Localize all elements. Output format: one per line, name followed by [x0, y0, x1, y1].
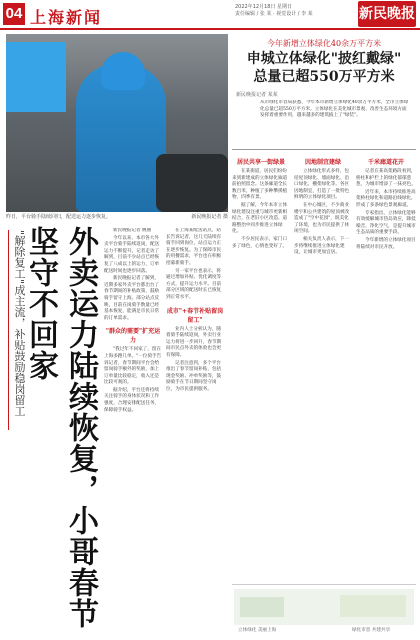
paragraph: 在某街道，居民们纷纷来到新建成的立体绿化廊道前拍照留念。这条廊道全长数百米，种植了多种攀援植物，四季有景。 — [232, 169, 288, 201]
story-byline: 新民晚报记者 姚丽 — [113, 228, 152, 233]
paragraph: 相关负责人表示，下一步将继续推进立体绿化建设，让城市更加宜居。 — [294, 236, 349, 256]
ad-area — [232, 584, 416, 634]
issue-info — [235, 4, 355, 18]
paragraph: 记者在某高架路段看到，桥柱和护栏上的绿化郁郁葱葱，为城市增添了一抹亮色。 — [356, 169, 416, 188]
story-column-1 — [104, 228, 162, 636]
divider — [232, 149, 416, 150]
photo-credit: 新民晚报记者 摄 — [191, 214, 228, 220]
ad-caption-left: 立体绿化 美丽上海 — [238, 628, 277, 633]
courier-helmet — [101, 52, 145, 90]
right-headline-line-1: 申城立体绿化"披红戴绿" — [246, 51, 402, 67]
scooter — [156, 154, 228, 212]
masthead — [0, 0, 420, 30]
ad-caption-right: 绿化市容 共建共享 — [352, 628, 391, 633]
paragraph: "我过年不回家了，留在上海多跑几单。"一位骑手告诉记者，春节期间平台会给留岗骑手额外的奖励，加上订单量比较稳定，收入还是比较可观的。 — [104, 347, 162, 386]
paragraph: 据了解，今年本市立体绿化建设注重与城市更新相结合，在老旧小区改造、道路整治中同步推进立体绿化。 — [232, 202, 288, 235]
right-column-2 — [294, 153, 352, 581]
paragraph: 新民晚报记者了解到，近期多家外卖平台都出台了春节期间的补贴政策，鼓励骑手留守上海。部分站点反映，目前在岗骑手数量已经基本恢复，能满足市民日常的订单需求。 — [104, 276, 160, 321]
paragraph: 专家指出，立体绿化能够有效缓解城市热岛效应，降低噪音，净化空气，是提升城市生态品质的重要手段。 — [356, 210, 416, 236]
paragraph: 今年新增的立体绿化项目将陆续对市民开放。 — [356, 237, 416, 250]
story-subtitle: "解除复工"成主流，补贴鼓励稳岗留工 — [8, 230, 30, 430]
paragraph: 在中心城区，不少商业楼宇和公共建筑的屋顶被改造成了"空中花园"，既美化了环境，也为市民提供了休闲空间。 — [294, 202, 350, 235]
ad-image-right — [340, 595, 406, 617]
story-headline: 外卖运力陆续恢复，小哥春节坚守不回家 — [23, 226, 98, 629]
section-heading: "群众的需要"扩充运力 — [105, 328, 161, 345]
issue-date: 2022年12月18日 星期日 — [235, 4, 293, 10]
right-headline — [232, 50, 416, 86]
paragraph: 立体绿化形式多样，包括屋顶绿化、墙面绿化、沿口绿化、棚架绿化等。各区因地制宜，打造了一批特色鲜明的立体绿化项目。 — [294, 169, 350, 201]
section-heading: 居民共享一街绿景 — [236, 159, 285, 166]
caption-text: 昨日，平台骑手陆续回归，配送运力逐步恢复。 — [6, 214, 112, 220]
right-byline: 新民晚报记者 某某 — [236, 92, 278, 98]
section-heading: 千米廊道花开 — [367, 159, 404, 166]
paragraph: 今年以来，本市各大外卖平台骑手陆续返岗，配送运力不断提升。记者走访了解到，目前不少站点已经恢复了八成以上的运力，订单配送时间也逐步回落。 — [104, 235, 160, 274]
paragraph: 近年来，本市持续推进高架桥柱绿化和道路沿线绿化，形成了多条绿色景观廊道。 — [356, 189, 416, 208]
newspaper-logo: 新民晚报 — [358, 1, 416, 27]
paragraph: 在上海某配送站点，站长告诉记者，这几天陆续有骑手回到岗位，站点运力正在逐步恢复。为了保障市民的用餐需求，平台也在积极招募新骑手。 — [166, 228, 222, 266]
paragraph: 不少居民表示，家门口多了绿色，心情也变好了。 — [232, 236, 288, 249]
right-kicker: 今年新增立体绿化40余万平方米 — [266, 39, 382, 48]
right-lead: 从市绿化市容局获悉，今年本市新增立体绿化40余万平方米，全市立体绿化总量已超550万平方米。立体绿化在美化城市景观、改善生态环境方面发挥着重要作用，越来越多的建筑披上了"绿装"。 — [260, 100, 409, 119]
news-photo — [6, 34, 228, 212]
section-heading: 因地制宜建绿 — [304, 159, 341, 166]
delivery-box — [6, 42, 66, 112]
story-column-2 — [166, 228, 224, 636]
photo-caption — [6, 214, 228, 221]
section-title: 上海新闻 — [30, 8, 103, 27]
paragraph: 业内人士分析认为，随着骑手陆续返岗，外卖行业运力将进一步回升，春节期间市民点外卖的体验也会更有保障。 — [166, 326, 222, 358]
issue-editors: 责任编辑 / 张 某 · 视觉设计 / 李 某 — [235, 11, 313, 17]
section-heading: 成市"+春节补贴留岗留工" — [166, 307, 224, 324]
page-number: 04 — [3, 3, 25, 25]
right-headline-line-2: 总量已超550万平方米 — [253, 69, 395, 85]
paragraph: 记者注意到，多个平台推出了春节留岗补贴，包括现金奖励、冲单奖励等，鼓励骑手在节日期间坚守岗位，为市民提供服务。 — [166, 360, 222, 392]
right-column-1 — [232, 153, 290, 581]
ad-image-left — [240, 597, 284, 617]
paragraph: 据介绍，平台还将持续关注骑手的身体状况和工作强度，合理安排配送任务，保障骑手权益。 — [104, 387, 160, 413]
right-column-3 — [356, 153, 416, 581]
paragraph: 另一家平台也表示，将通过增加补贴、优化调度等方式，提升运力水平。目前部分区域的配送时长已恢复到正常水平。 — [166, 268, 222, 300]
